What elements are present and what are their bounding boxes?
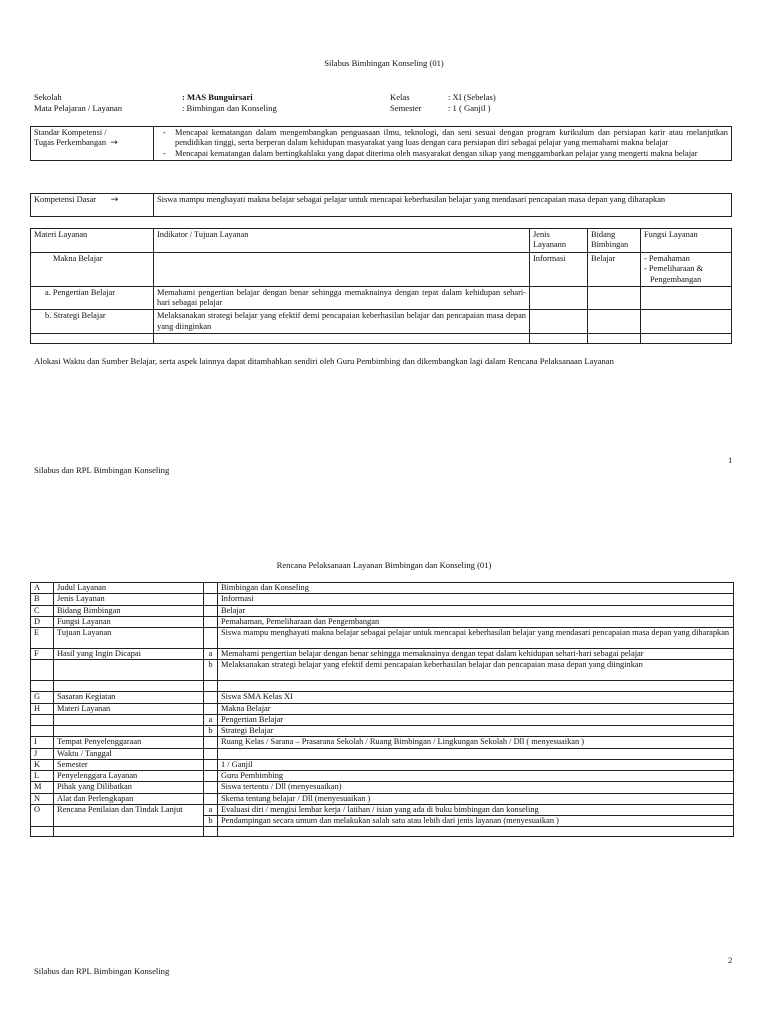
arrow-right-icon: → [110,138,118,149]
row-value: Evaluasi diri / mengisi lembar kerja / latihan / isian yang ada di buku bimbingan dan konseling [218,804,734,815]
row-code: N [31,793,54,804]
mapel-value: : Bimbingan dan Konseling [182,103,277,113]
table-row [31,594,734,605]
empty-cell [218,827,734,837]
header-bidang: Bidang Bimbingan [588,229,641,253]
row-mark [204,616,218,627]
row-value: Pengertian Belajar [218,714,734,725]
row-label [54,660,204,681]
row-value: Siswa SMA Kelas XI [218,692,734,703]
row-mark [204,594,218,605]
row-value: Pendampingan secara umum dan melakukan salah satu atau lebih dari jenis layanan (menyesuaikan ) [218,816,734,827]
row-mark: b [204,816,218,827]
row-label [54,681,204,692]
row-label: Jenis Layanan [54,594,204,605]
materi-header-row [31,229,732,253]
kelas-value: : XI (Sebelas) [448,92,496,102]
page1-footer: Silabus dan RPL Bimbingan Konseling [34,465,170,475]
materi-main-label: Makna Belajar [31,253,154,287]
row-code: A [31,583,54,594]
standar-list [157,128,728,159]
row-label [54,726,204,737]
table-row [31,681,734,692]
semester-label: Semester [390,103,422,113]
table-row [31,333,732,343]
header-fungsi: Fungsi Layanan [641,229,732,253]
row-value: 1 / Ganjil [218,759,734,770]
row-code: I [31,737,54,748]
materi-sub-label: b. Strategi Belajar [31,310,154,334]
kompetensi-dasar-table [30,193,732,217]
row-code: F [31,649,54,660]
row-mark: a [204,649,218,660]
sekolah-value: : MAS Bunguirsari [182,92,253,102]
row-mark [204,692,218,703]
row-mark [204,782,218,793]
table-row [31,649,734,660]
jenis-value: Informasi [530,253,588,287]
table-row [31,759,734,770]
sekolah-label: Sekolah [34,92,62,102]
row-mark [204,759,218,770]
rpl-table [30,582,734,837]
row-label: Alat dan Perlengkapan [54,793,204,804]
table-row [31,286,732,310]
table-row [31,583,734,594]
row-value: Pemahaman, Pemeliharaan dan Pengembangan [218,616,734,627]
page1-note: Alokasi Waktu dan Sumber Belajar, serta aspek lainnya dapat ditambahkan sendiri oleh Guru Pembimbing dan dikembangkan lagi dalam Rencana Pelaksanaan Layanan [34,356,614,366]
indikator-text: Memahami pengertian belajar dengan benar sehingga memaknainya dengan tepat dalam kehidupan sehari-hari sebagai pelajar [154,286,530,310]
materi-layanan-table [30,228,732,344]
row-label: Judul Layanan [54,583,204,594]
row-mark: a [204,714,218,725]
empty-cell [31,827,54,837]
table-row [31,793,734,804]
row-value: Makna Belajar [218,703,734,714]
fungsi-item: Pengembangan [650,274,702,284]
arrow-right-icon: → [110,195,119,205]
table-row [31,726,734,737]
row-code: D [31,616,54,627]
row-value: Strategi Belajar [218,726,734,737]
empty-cell [54,827,204,837]
table-row [31,605,734,616]
row-mark [204,628,218,649]
row-code: G [31,692,54,703]
row-mark: b [204,660,218,681]
row-code: K [31,759,54,770]
row-label: Waktu / Tanggal [54,748,204,759]
header-indikator: Indikator / Tujuan Layanan [154,229,530,253]
page2-title: Rencana Pelaksanaan Layanan Bimbingan dan Konseling (01) [276,560,492,570]
indikator-text: Melaksanakan strategi belajar yang efektif demi pencapaian keberhasilan belajar dan pencapaian masa depan yang diinginkan [154,310,530,334]
row-code [31,714,54,725]
header-materi: Materi Layanan [31,229,154,253]
row-code: E [31,628,54,649]
row-code: O [31,804,54,827]
fungsi-item: - Pemahaman [644,254,690,263]
row-value: Memahami pengertian belajar dengan benar sehingga memaknainya dengan tepat dalam kehidupan sehari-hari sebagai pelajar [218,649,734,660]
row-code: J [31,748,54,759]
row-label: Pihak yang Dilibatkan [54,782,204,793]
page1-number: 1 [728,455,733,465]
row-value: Informasi [218,594,734,605]
standar-label-line2: Tugas Perkembangan [34,138,107,148]
standar-kompetensi-table [30,126,732,161]
row-value [218,681,734,692]
rpl-table-body [31,583,734,837]
standar-label-line1: Standar Kompetensi / [34,128,107,137]
row-label: Tujuan Layanan [54,628,204,649]
semester-value: : 1 ( Ganjil ) [448,103,491,113]
row-code: M [31,782,54,793]
table-row [31,804,734,815]
row-label: Tempat Penyelenggaraan [54,737,204,748]
row-label: Fungsi Layanan [54,616,204,627]
mapel-label: Mata Pelajaran / Layanan [34,103,123,113]
bidang-value: Belajar [588,253,641,287]
kompetensi-label: Kompetensi Dasar [34,195,97,204]
row-mark [204,793,218,804]
fungsi-value [641,253,732,287]
table-row [31,628,734,649]
row-mark [204,681,218,692]
fungsi-item: - Pemeliharaan & [644,264,704,274]
row-code [31,726,54,737]
table-row [31,714,734,725]
row-code: H [31,703,54,714]
row-mark: a [204,804,218,815]
table-row [31,748,734,759]
row-mark [204,583,218,594]
row-value: Guru Pembimbing [218,771,734,782]
row-label: Penyelenggara Layanan [54,771,204,782]
table-row [31,660,734,681]
table-row [31,782,734,793]
row-code [31,660,54,681]
row-value: Siswa tertentu / Dll (menyesuaikan) [218,782,734,793]
standar-item: - Mencapai kematangan dalam bertingkahlaku yang dapat diterima oleh masyarakat dengan sikap yang menggambarkan pelajar yang mengerti makna belajar [157,149,728,159]
empty-cell [154,253,530,287]
row-value: Bimbingan dan Konseling [218,583,734,594]
row-mark: b [204,726,218,737]
row-label: Hasil yang Ingin Dicapai [54,649,204,660]
row-value: Ruang Kelas / Sarana – Prasarana Sekolah / Ruang Bimbingan / Lingkungan Sekolah / Dll ( menyesuaikan ) [218,737,734,748]
row-code: L [31,771,54,782]
kelas-label: Kelas [390,92,410,102]
standar-item: - Mencapai kematangan dalam mengembangkan penguasaan ilmu, teknologi, dan seni sesuai dengan program kurikulum dan persiapan karir atau melanjutkan pendidikan tinggi, serta berperan dalam kehidupan masyarakat yang luas dengan cara persiapan diri sebagai pelajar yang memahami makna belajar [157,128,728,149]
header-jenis: Jenis Layanann [530,229,588,253]
row-mark [204,737,218,748]
row-value: Siswa mampu menghayati makna belajar sebagai pelajar untuk mencapai keberhasilan belajar yang mendasari pencapaian masa depan yang diharapkan [218,628,734,649]
table-row [31,827,734,837]
standar-label [31,127,154,161]
table-row [31,616,734,627]
page2-number: 2 [728,955,733,965]
row-value: Melaksanakan strategi belajar yang efektif demi pencapaian keberhasilan belajar dan pencapaian masa depan yang diinginkan [218,660,734,681]
table-row [31,692,734,703]
kompetensi-label-cell [31,194,154,217]
row-mark [204,748,218,759]
materi-main-row [31,253,732,287]
row-mark [204,605,218,616]
empty-cell [204,827,218,837]
row-label: Materi Layanan [54,703,204,714]
row-value: Belajar [218,605,734,616]
row-label: Semester [54,759,204,770]
row-label: Bidang Bimbingan [54,605,204,616]
row-value [218,748,734,759]
table-row [31,771,734,782]
table-row [31,310,732,334]
table-row [31,703,734,714]
row-code: B [31,594,54,605]
row-label: Sasaran Kegiatan [54,692,204,703]
materi-sub-label: a. Pengertian Belajar [31,286,154,310]
page1-title: Silabus Bimbingan Konseling (01) [324,58,444,68]
table-row [31,737,734,748]
row-code [31,681,54,692]
standar-content [154,127,732,161]
row-label [54,714,204,725]
row-mark [204,771,218,782]
kompetensi-text: Siswa mampu menghayati makna belajar sebagai pelajar untuk mencapai keberhasilan belajar yang mendasari pencapaian masa depan yang diharapkan [154,194,732,217]
row-label: Rencana Penilaian dan Tindak Lanjut [54,804,204,827]
row-value: Skema tentang belajar / Dll (menyesuaikan ) [218,793,734,804]
row-code: C [31,605,54,616]
page2-footer: Silabus dan RPL Bimbingan Konseling [34,966,170,976]
row-mark [204,703,218,714]
